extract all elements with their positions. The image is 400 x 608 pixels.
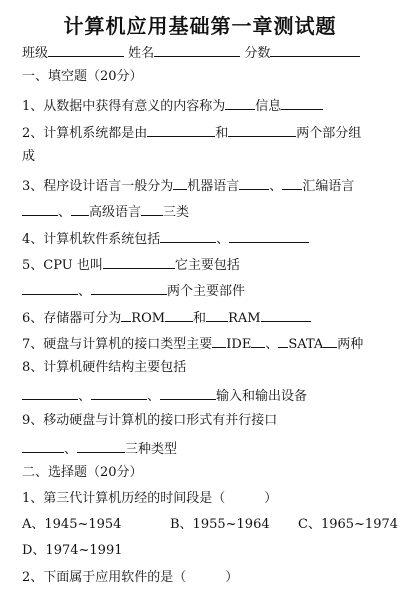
q2-and: 和: [215, 126, 229, 141]
q6-blank-2: [165, 307, 193, 322]
q1-blank-1: [225, 95, 255, 110]
question-2-cont: 成: [22, 149, 36, 164]
class-blank: [48, 42, 124, 57]
name-label: 姓名: [128, 46, 155, 61]
mc1-option-b: B、1955~1964: [170, 517, 270, 532]
q3-blank-4: [22, 201, 58, 216]
q2-blank-1: [147, 122, 215, 137]
question-3: [22, 175, 354, 196]
question-1: [22, 95, 323, 116]
question-6: [22, 307, 311, 328]
q7-answer-2: SATA: [288, 337, 324, 352]
question-5-cont: [22, 280, 245, 301]
q3-text: 3、程序设计语言一般分为: [22, 179, 174, 194]
q1-text: 1、从数据中获得有意义的内容称为: [22, 99, 226, 114]
q5-text: 5、CPU 也叫: [22, 258, 103, 273]
name-blank: [154, 42, 240, 57]
mc-question-1-options: [22, 516, 398, 534]
q2-tail: 两个部分组: [296, 126, 362, 141]
q7-blank-1: [212, 333, 226, 348]
q9-tail: 三种类型: [125, 442, 178, 457]
q1-blank-2: [281, 95, 323, 110]
q3-answer-2: 汇编语言: [302, 179, 355, 194]
q6-text: 6、存储器可分为: [22, 311, 122, 326]
q3-blank-2: [239, 175, 269, 190]
q4-blank-2: [229, 228, 309, 243]
section-fill-in-heading: 一、填空题（20分）: [22, 69, 143, 84]
q2-text: 2、计算机系统都是由: [22, 126, 148, 141]
q6-blank-3: [206, 307, 228, 322]
page-title: 计算机应用基础第一章测试题: [63, 14, 337, 38]
q3-blank-5: [71, 201, 89, 216]
q8-blank-3: [160, 385, 216, 400]
question-7: [22, 333, 363, 354]
q7-blank-3: [278, 333, 288, 348]
q9-blank-1: [22, 438, 64, 453]
section-choice-heading: 二、选择题（20分）: [22, 465, 143, 480]
q1-answer: 信息: [255, 99, 282, 114]
q6-answer-2: RAM: [228, 311, 261, 326]
question-8: 8、计算机硬件结构主要包括: [22, 360, 187, 375]
question-3-cont: [22, 201, 189, 222]
q5-blank-2: [22, 280, 78, 295]
q4-text: 4、计算机软件系统包括: [22, 232, 161, 247]
q4-sep: 、: [216, 232, 230, 247]
score-blank: [270, 42, 360, 57]
q5-blank-3: [91, 280, 167, 295]
mc-question-2: 2、下面属于应用软件的是（ ）: [22, 570, 239, 585]
q5-tail: 两个主要部件: [167, 284, 246, 299]
q5-mid: 它主要包括: [174, 258, 240, 273]
q8-tail: 输入和输出设备: [216, 389, 308, 404]
q7-tail: 两种: [337, 337, 364, 352]
q3-answer-3: 高级语言: [89, 205, 142, 220]
q8-blank-1: [22, 385, 78, 400]
q7-answer-1: IDE: [226, 337, 252, 352]
q3-blank-3: [282, 175, 302, 190]
mc1-option-c: C、1965~1974: [298, 517, 399, 532]
q6-blank-1: [121, 307, 131, 322]
q3-blank-1: [173, 175, 187, 190]
q9-blank-2: [77, 438, 125, 453]
question-4: [22, 228, 309, 249]
mc-question-1: 1、第三代计算机历经的时间段是（ ）: [22, 491, 278, 506]
q7-blank-2: [251, 333, 265, 348]
student-info-line: [22, 42, 360, 63]
q3-sep-2: 、: [58, 205, 72, 220]
question-5: [22, 254, 240, 275]
q3-sep-1: 、: [269, 179, 283, 194]
q6-blank-4: [261, 307, 311, 322]
q6-and: 和: [193, 311, 207, 326]
mc1-option-a: A、1945~1954: [22, 517, 122, 532]
q8-sep-1: 、: [78, 389, 92, 404]
q5-sep: 、: [78, 284, 92, 299]
q5-blank-1: [103, 254, 175, 269]
q3-blank-6: [141, 201, 163, 216]
q8-blank-2: [91, 385, 147, 400]
question-9: 9、移动硬盘与计算机的接口形式有并行接口: [22, 413, 278, 428]
q3-tail: 三类: [163, 205, 190, 220]
question-8-cont: [22, 385, 307, 406]
question-9-cont: [22, 438, 177, 459]
q6-answer-1: ROM: [131, 311, 166, 326]
q3-answer-1: 机器语言: [187, 179, 240, 194]
score-label: 分数: [244, 46, 271, 61]
q9-sep: 、: [64, 442, 78, 457]
q2-blank-2: [228, 122, 296, 137]
class-label: 班级: [22, 46, 49, 61]
mc1-option-d: D、1974~1991: [22, 543, 123, 558]
q4-blank-1: [160, 228, 216, 243]
q7-text: 7、硬盘与计算机的接口类型主要: [22, 337, 213, 352]
question-2: [22, 122, 361, 143]
q7-blank-4: [323, 333, 337, 348]
q7-sep: 、: [265, 337, 279, 352]
q8-sep-2: 、: [147, 389, 161, 404]
